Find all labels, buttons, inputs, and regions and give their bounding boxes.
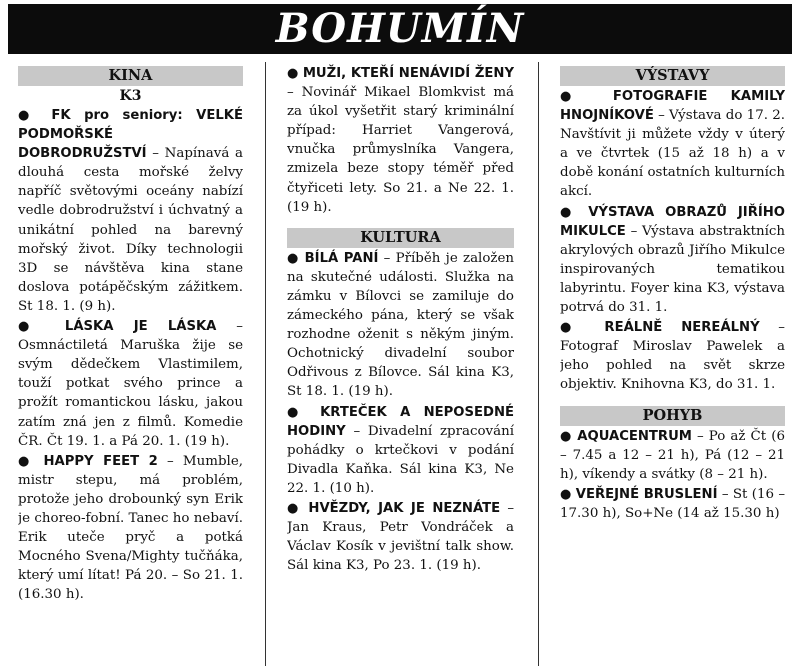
listing-item [287,403,514,498]
listing-text: – St (16 – 17.30 h), So+Ne (14 až 15.30 h) [560,486,785,521]
listing-item [287,499,514,575]
listing-title: FK pro seniory: VELKÉ PODMOŘSKÉ DOBRODRUŽSTVÍ [18,108,243,162]
listing-item [560,318,785,394]
listing-text: – Výstava do 17. 2. Navštívit ji můžete vždy v úterý a ve čtvrtek (15 až 18 h) a v době konání ostatních kulturních akcí. [560,108,785,200]
listing-item [18,317,243,451]
listing-item [560,87,785,202]
listing-title: MUŽI, KTEŘÍ NENÁVIDÍ ŽENY [302,66,514,81]
listing-text: – Příběh je založen na skutečné události. Služka na zámku v Bílovci se zamiluje do zámeckého pána, který se však rozhodne oženit s někým jiným. Ochotnický divadelní soubor Odřivous z Bílovce. Sál kina K3, St 18. 1. (19 h). [287,250,514,400]
column-rule [538,62,539,666]
bullet-icon: ● [560,89,590,104]
listing-title: AQUACENTRUM [577,428,692,444]
listing-text: – Divadelní zpracování pohádky o krtečkovi v podání Divadla Kaňka. Sál kina K3, Ne 22. 1. (10 h). [287,423,514,496]
bullet-icon: ● [560,428,573,444]
listing-item [560,427,785,484]
listing-item [18,106,243,316]
bullet-icon: ● [560,320,586,336]
section-subheading-k3: K3 [119,88,142,104]
listing-item [287,249,514,402]
listing-text: – Mumble, mistr stepu, má problém, protože jeho drobounký syn Erik je choreo-fobní. Tanec ho nebaví. Erik uteče pryč a potká Mocného Svena/Mighty tučňáka, který umí lítat! Pá 20. – So 21. 1. (16.30 h). [18,453,243,603]
bullet-icon: ● [287,66,299,81]
section-heading-vystavy: VÝSTAVY [560,66,785,86]
bullet-icon: ● [18,108,39,123]
listing-text: – Po až Čt (6 – 7.45 a 12 – 21 h), Pá (12 – 21 h), víkendy a svátky (8 – 21 h). [560,428,785,482]
bullet-icon: ● [287,404,308,420]
listing-text: – Napínavá a dlouhá cesta mořské želvy napříč světovými oceány nabízí vedle dobrodružství i úchvatný a unikátní pohled na barevný mořský život. Díky technologii 3D se návštěva kina stane doslova potápěčským zážitkem. St 18. 1. (9 h). [18,146,243,314]
column-rule [265,62,266,666]
listing-title: HAPPY FEET 2 [43,453,158,469]
listing-title: KRTEČEK A NEPOSEDNÉ HODINY [287,404,514,439]
section-heading-kina: KINA [18,66,243,86]
spacer [560,396,785,404]
listing-text: – Výstava abstraktních akrylových obrazů Jiřího Mikulce inspirovaných tematikou labyrintu. Foyer kina K3, výstava potrvá do 31. 1. [560,223,785,316]
bullet-icon: ● [287,500,302,516]
bullet-icon: ● [18,453,35,469]
bullet-icon: ● [560,486,572,502]
bullet-icon: ● [18,319,45,335]
listing-text: – Novinář Mikael Blomkvist má za úkol vyšetřit starý kriminální případ: Harriet Vangerová, vnučka průmyslníka Vangera, zmizela beze stopy téměř před čtyřiceti lety. So 21. a Ne 22. 1. (19 h). [287,85,514,215]
listing-title: LÁSKA JE LÁSKA [64,319,217,335]
listing-title: VÝSTAVA OBRAZŮ JIŘÍHO MIKULCE [560,204,785,239]
listing-text: – Fotograf Miroslav Pawelek a jeho pohled na svět skrze objektiv. Knihovna K3, do 31. 1. [560,320,785,393]
listing-title: HVĚZDY, JAK JE NEZNÁTE [308,500,501,516]
section-heading-pohyb: POHYB [560,406,785,426]
listing-item [18,452,243,605]
listing-title: REÁLNĚ NEREÁLNÝ [604,320,760,336]
column-3 [560,64,785,664]
listing-title: BÍLÁ PANÍ [304,250,379,266]
listing-title: FOTOGRAFIE KAMILY HNOJNÍKOVÉ [560,89,785,124]
column-2 [287,64,514,664]
page-title: BOHUMÍN [275,5,525,52]
column-1 [18,64,243,664]
section-heading-kultura: KULTURA [287,228,514,248]
listing-item [560,203,785,318]
listing-item [287,64,514,217]
bullet-icon: ● [560,204,578,220]
spacer [287,218,514,226]
page-banner [8,4,792,54]
listing-title: VEŘEJNÉ BRUSLENÍ [575,486,718,502]
listing-text: – Jan Kraus, Petr Vondráček a Václav Kosík v jevištní talk show. Sál kina K3, Po 23. 1. (19 h). [287,500,514,574]
listing-item [560,485,785,523]
bullet-icon: ● [287,250,300,266]
listing-text: – Osmnáctiletá Maruška žije se svým dědečkem Vlastimilem, touží potkat svého prince a prožít romantickou lásku, jakou zatím zná jen z filmů. Komedie ČR. Čt 19. 1. a Pá 20. 1. (19 h). [18,319,243,449]
